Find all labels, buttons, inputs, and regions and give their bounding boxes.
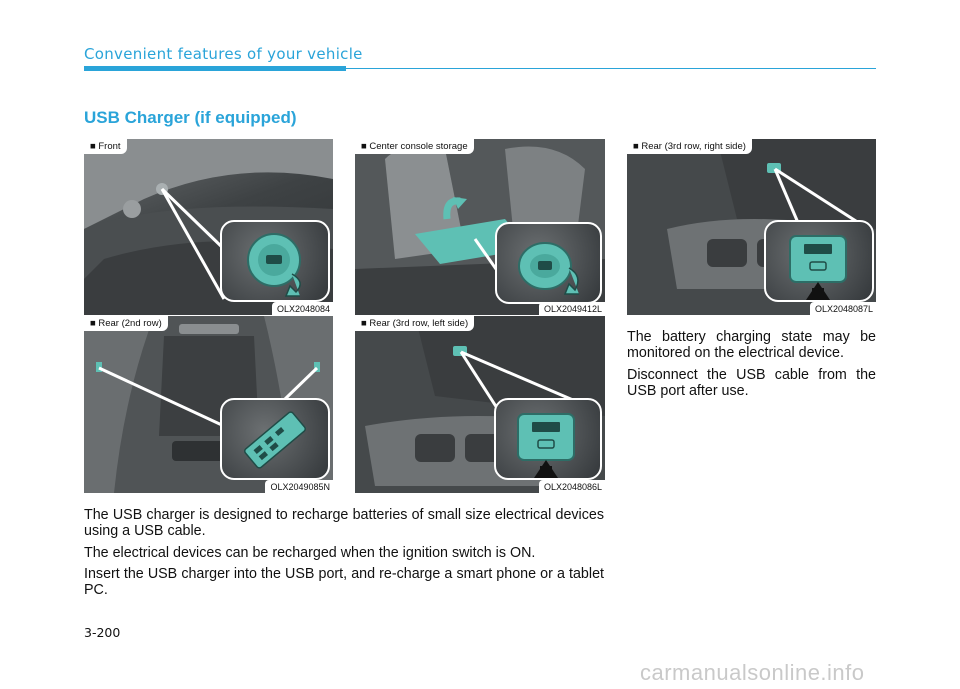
third-row-left-port-inset bbox=[494, 398, 602, 480]
usb-cap-icon bbox=[222, 222, 328, 300]
figure-label: ■ Front bbox=[84, 139, 127, 154]
header-rule-thick bbox=[84, 66, 346, 71]
page-number: 3-200 bbox=[84, 625, 121, 640]
figure-label: ■ Rear (2nd row) bbox=[84, 316, 168, 331]
running-header: Convenient features of your vehicle bbox=[84, 45, 363, 63]
body-paragraph: Insert the USB charger into the USB port, and re-charge a smart phone or a tablet PC. bbox=[84, 566, 604, 598]
body-paragraph: The USB charger is designed to recharge batteries of small size electrical devices using a USB cable. bbox=[84, 507, 604, 539]
figure-rear-3rd-row-right bbox=[627, 139, 876, 315]
figure-code: OLX2048087L bbox=[810, 302, 876, 315]
watermark: carmanualsonline.info bbox=[640, 660, 865, 685]
figure-code: OLX2049085N bbox=[265, 480, 333, 493]
figure-center-console bbox=[355, 139, 605, 315]
figure-rear-2nd-row bbox=[84, 316, 333, 493]
header-rule-thin bbox=[346, 68, 876, 69]
usb-port-icon bbox=[766, 222, 872, 300]
figure-front bbox=[84, 139, 333, 315]
second-row-port-inset bbox=[220, 398, 330, 480]
third-row-right-port-inset bbox=[764, 220, 874, 302]
figure-label: ■ Center console storage bbox=[355, 139, 474, 154]
figure-label: ■ Rear (3rd row, left side) bbox=[355, 316, 474, 331]
section-title: USB Charger (if equipped) bbox=[84, 108, 297, 127]
figure-code: OLX2049412L bbox=[539, 302, 605, 315]
figure-rear-3rd-row-left bbox=[355, 316, 605, 493]
front-port-inset bbox=[220, 220, 330, 302]
usb-cap-icon bbox=[497, 224, 600, 302]
figure-label: ■ Rear (3rd row, right side) bbox=[627, 139, 752, 154]
figure-code: OLX2048084 bbox=[272, 302, 333, 315]
usb-plug-icon bbox=[222, 400, 328, 478]
console-port-inset bbox=[495, 222, 602, 304]
usb-port-icon bbox=[496, 400, 600, 478]
figure-code: OLX2048086L bbox=[539, 480, 605, 493]
body-paragraph: Disconnect the USB cable from the USB port after use. bbox=[627, 367, 876, 399]
body-paragraph: The electrical devices can be recharged when the ignition switch is ON. bbox=[84, 545, 536, 561]
body-paragraph: The battery charging state may be monitored on the electrical device. bbox=[627, 329, 876, 361]
